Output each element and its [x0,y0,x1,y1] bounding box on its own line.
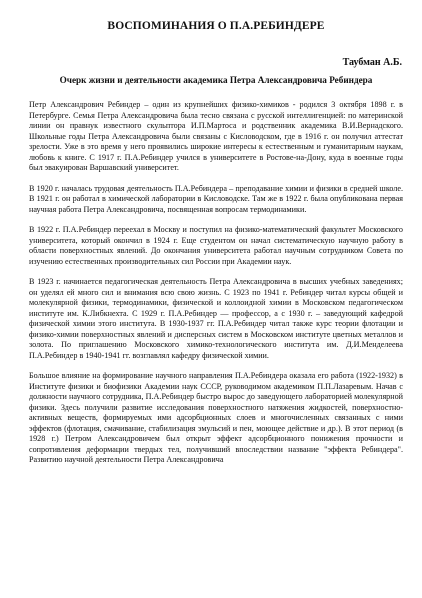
paragraph-moscow-university: В 1922 г. П.А.Ребиндер переехал в Москву и поступил на физико-математический факультет Московского университета, который окончил в 1924 г. Еще студентом он начал систематическую научную работу в области поверхностных явлений. До окончания университета работал научным сотрудником Совета по изучению естественных производительных сил России при Академии наук. [29,225,403,266]
author-name: Таубман А.Б. [342,57,402,68]
paragraph-early-life: Петр Александрович Ребиндер – один из крупнейших физико-химиков - родился 3 октября 1898 г. в Петербурге. Семья Петра Александровича была тесно связана с русской интеллигенцией: по материнской линии он правнук известного скульптора И.П.Мартоса и родственник академика В.И.Вернадского. Школьные годы Петра Александровича были связаны с Кисловодском, где в 1916 г. он получил аттестат зрелости. Уже в это время у него проявились широкие интересы к естественным и гуманитарным наукам, любовь к книге. С 1917 г. П.А.Ребиндер учился в университете в Ростове-на-Дону, куда в военные годы был эвакуирован Варшавский университет. [29,100,403,172]
paragraph-scientific-direction: Большое влияние на формирование научного направления П.А.Ребиндера оказала его работа (1922-1932) в Институте физики и биофизики Академии наук СССР, руководимом академиком П.П.Лазаревым. Начав с должности научного сотрудника, П.А.Ребиндер быстро вырос до заведующего лабораторией молекулярной физики. Здесь получили развитие исследования поверхностного натяжения жидкостей, поверхностно-активных веществ, формируемых ими адсорбционных слоев и многочисленных связанных с ними эффектов (флотация, смачивание, стабилизация эмульсий и пен, моющее действие и др.). В этот период (в 1928 г.) Петром Александровичем был открыт эффект адсорбционного понижения прочности и сопротивления деформации твердых тел, получивший впоследствии название "эффекта Ребиндера". Развитию научной деятельности Петра Александровича [29,371,403,464]
document-title: ВОСПОМИНАНИЯ О П.А.РЕБИНДЕРЕ [107,20,325,32]
paragraph-teaching-start: В 1920 г. началась трудовая деятельность П.А.Ребиндера – преподавание химии и физики в средней школе. В 1921 г. он работал в химической лаборатории в Кисловодске. Там же в 1922 г. была опубликована первая научная работа Петра Александровича, посвященная вопросам термодинамики. [29,183,403,214]
document-subtitle: Очерк жизни и деятельности академика Петра Александровича Ребиндера [59,75,373,85]
paragraph-pedagogical-activity: В 1923 г. начинается педагогическая деятельность Петра Александровича в высших учебных заведениях; он уделял ей много сил и внимания всю свою жизнь. С 1923 по 1941 г. Ребиндер читал курсы общей и молекулярной физики, термодинамики, физической и коллоидной химии в Московском педагогическом институте им. К.Либкнехта. С 1929 г. П.А.Ребиндер — профессор, а с 1930 г. – заведующий кафедрой физической химии этого института. В 1930-1937 гг. П.А.Ребиндер читал также курс теории флотации и физико-химии поверхностных явлений и дисперсных систем в Московском институте цветных металлов и золота. По приглашению Московского химико-технологического института им. Д.И.Менделеева П.А.Ребиндер в 1940-1941 гг. возглавлял кафедру физической химии. [29,277,403,360]
